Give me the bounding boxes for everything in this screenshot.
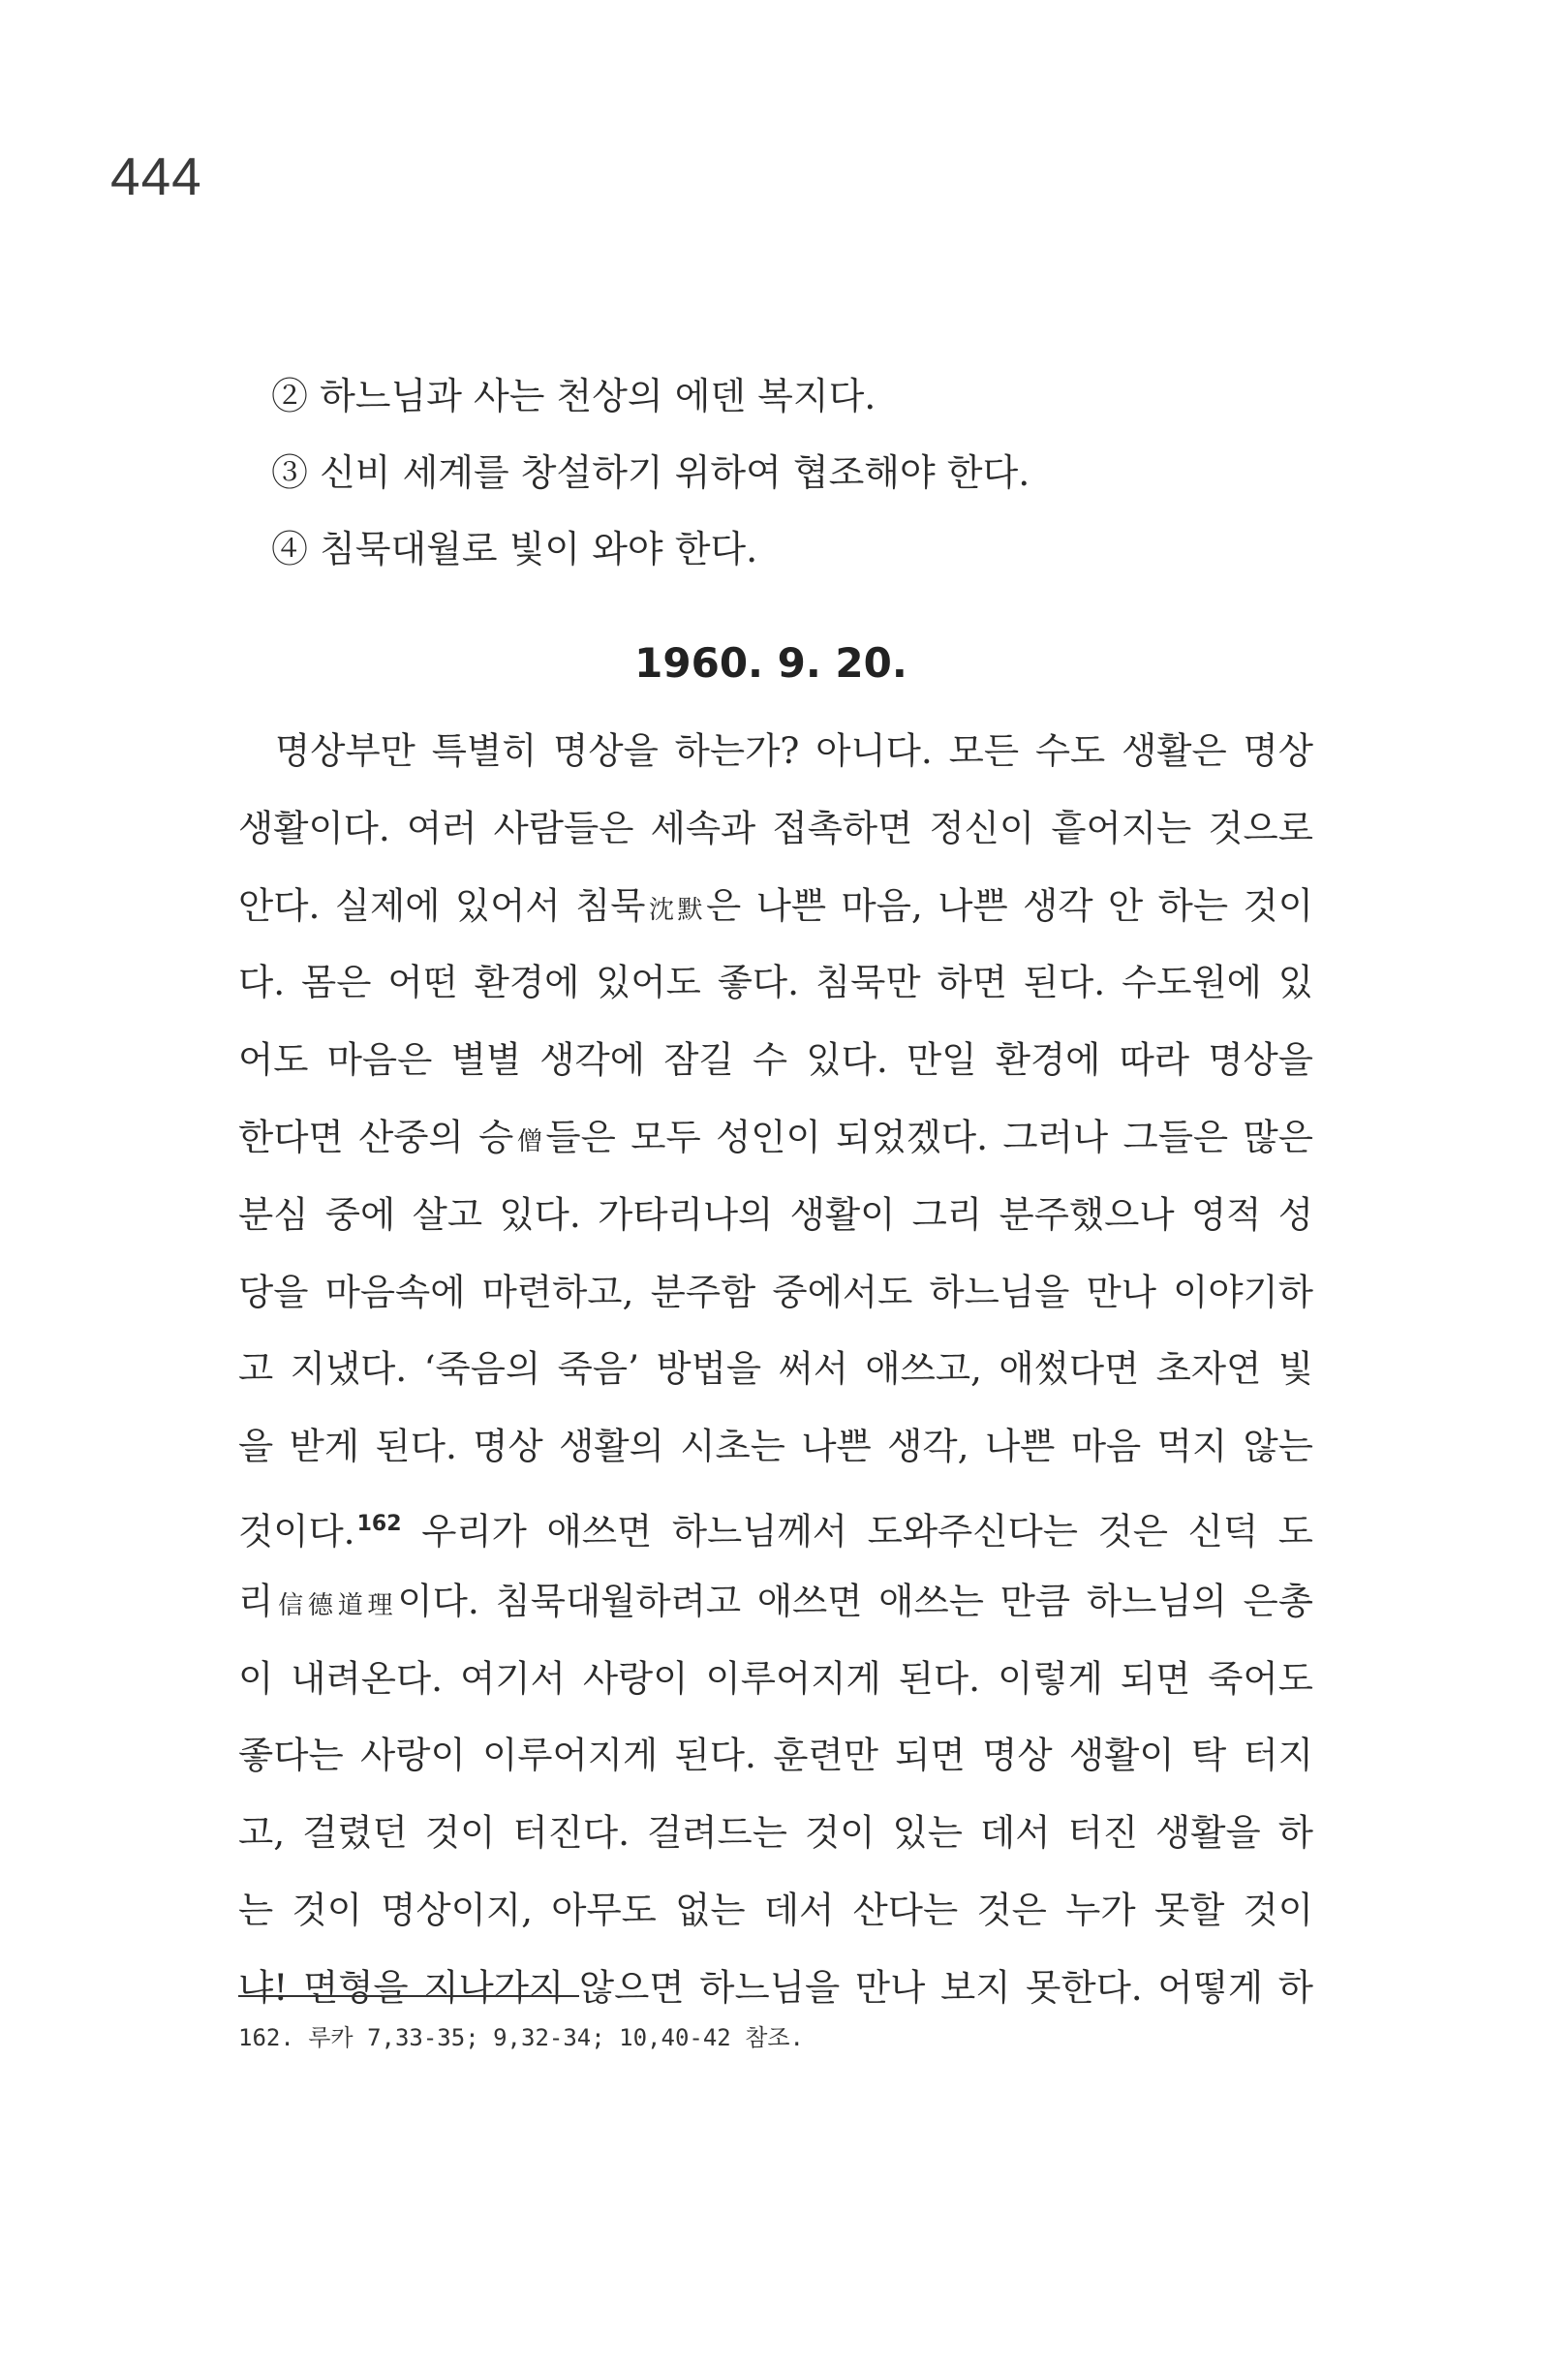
section-date-heading: 1960. 9. 20.	[634, 639, 907, 687]
list-item: ③ 신비 세계를 창설하기 위하여 협조해야 한다.	[271, 451, 1030, 494]
text-line: 당을 마음속에 마련하고, 분주함 중에서도 하느님을 만나 이야기하	[238, 1270, 1313, 1313]
text-segment: 한다면 산중의 승	[238, 1115, 514, 1158]
text-line: 어도 마음은 별별 생각에 잠길 수 있다. 만일 환경에 따라 명상을	[238, 1038, 1313, 1082]
hanja-annotation: 沈默	[645, 895, 706, 925]
numbered-list	[271, 358, 1337, 588]
footnote-divider	[238, 1995, 579, 1997]
text-segment: 들은 모두 성인이 되었겠다. 그러나 그들은 많은	[545, 1115, 1313, 1158]
text-line: 을 받게 된다. 명상 생활의 시초는 나쁜 생각, 나쁜 마음 먹지 않는	[238, 1425, 1313, 1468]
text-line: 이 내려온다. 여기서 사랑이 이루어지게 된다. 이렇게 되면 죽어도	[238, 1656, 1313, 1700]
text-segment: 우리가 애쓰면 하느님께서 도와주신다는 것은 신덕 도	[401, 1509, 1313, 1553]
list-item: ② 하느님과 사는 천상의 에덴 복지다.	[271, 375, 876, 417]
text-line: 고 지냈다. ‘죽음의 죽음’ 방법을 써서 애쓰고, 애썼다면 초자연 빛	[238, 1347, 1313, 1391]
text-line: 냐! 면형을 지나가지 않으면 하느님을 만나 보지 못한다. 어떻게 하	[238, 1965, 1313, 2009]
text-line: 분심 중에 살고 있다. 가타리나의 생활이 그리 분주했으나 영적 성	[238, 1192, 1313, 1236]
hanja-annotation: 信德道理	[273, 1590, 398, 1620]
footnote: 162. 루카 7,33-35; 9,32-34; 10,40-42 참조.	[238, 2024, 805, 2051]
text-line: 는 것이 명상이지, 아무도 없는 데서 산다는 것은 누가 못할 것이	[238, 1888, 1313, 1931]
text-line: 명상부만 특별히 명상을 하는가? 아니다. 모든 수도 생활은 명상	[275, 729, 1313, 772]
text-segment: 안다. 실제에 있어서 침묵	[238, 883, 646, 927]
body-paragraph	[238, 713, 1313, 2027]
page-number: 444	[110, 146, 202, 206]
text-line	[238, 868, 1313, 945]
text-line: 생활이다. 여러 사람들은 세속과 접촉하면 정신이 흩어지는 것으로	[238, 806, 1313, 849]
text-segment: 리	[238, 1579, 274, 1622]
hanja-annotation: 僧	[513, 1126, 546, 1156]
text-segment: 이다. 침묵대월하려고 애쓰면 애쓰는 만큼 하느님의 은총	[397, 1579, 1313, 1622]
list-item: ④ 침묵대월로 빛이 와야 한다.	[271, 528, 758, 570]
footnote-reference[interactable]: 162	[356, 1511, 402, 1536]
text-segment: 것이다.	[238, 1509, 355, 1553]
text-line	[238, 1563, 1313, 1641]
text-line: 다. 몸은 어떤 환경에 있어도 좋다. 침묵만 하면 된다. 수도원에 있	[238, 961, 1313, 1004]
text-segment: 은 나쁜 마음, 나쁜 생각 안 하는 것이	[705, 883, 1313, 927]
text-line: 고, 걸렸던 것이 터진다. 걸려드는 것이 있는 데서 터진 생활을 하	[238, 1811, 1313, 1855]
text-line: 좋다는 사랑이 이루어지게 된다. 훈련만 되면 명상 생활이 탁 터지	[238, 1734, 1313, 1777]
text-line	[238, 1099, 1313, 1177]
text-line	[238, 1486, 1313, 1563]
